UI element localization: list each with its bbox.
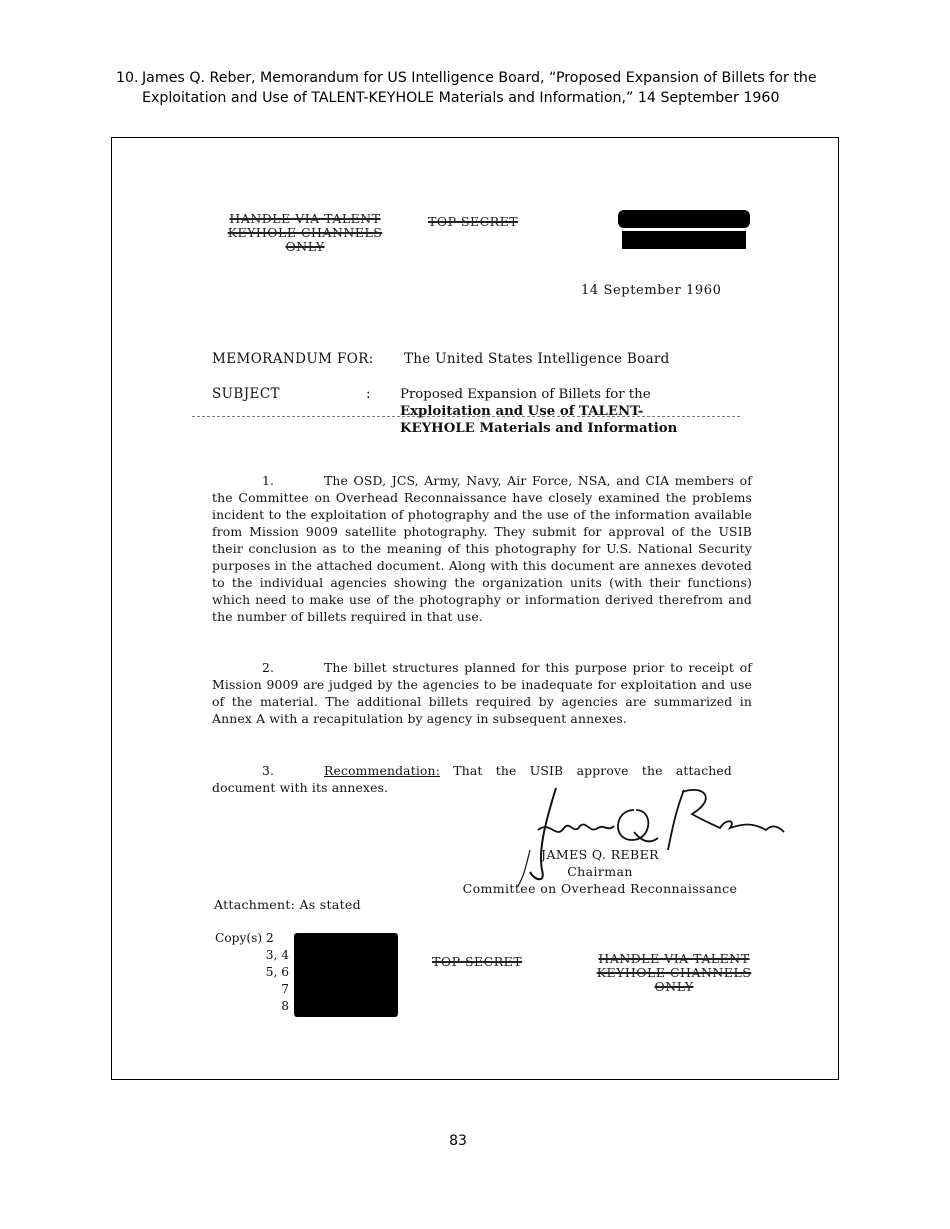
signer-name: JAMES Q. REBER	[541, 847, 659, 862]
signer-title: Chairman	[567, 864, 633, 879]
redaction-block	[294, 933, 398, 1017]
copy-number: 8	[281, 999, 289, 1013]
document-caption	[116, 68, 836, 108]
header-handling-line: KEYHOLE CHANNELS	[227, 225, 383, 240]
copies-list	[215, 930, 289, 1015]
signature-block	[440, 846, 760, 897]
page-number: 83	[449, 1133, 467, 1149]
footer-handling-line: HANDLE VIA TALENT	[598, 951, 750, 966]
redaction-block	[618, 210, 750, 228]
copy-number: 5, 6	[265, 965, 289, 979]
paragraph-2	[212, 659, 752, 727]
footer-handling-line: ONLY	[654, 979, 694, 994]
paragraph-number: 3.	[262, 763, 275, 778]
header-handling-caveat	[210, 212, 400, 254]
attachment-note: Attachment: As stated	[214, 897, 361, 912]
header-handling-line: ONLY	[285, 239, 325, 254]
memo-for-label: MEMORANDUM FOR:	[212, 351, 374, 367]
scan-noise-line	[192, 416, 740, 423]
caption-text: James Q. Reber, Memorandum for US Intelligence Board, “Proposed Expansion of Billets for the Exploitation and Use of TALENT-KEYHOLE Materials and Information,” 14 September 1960	[142, 70, 817, 106]
paragraph-number: 2.	[262, 660, 275, 675]
subject-line: KEYHOLE Materials and Information	[400, 421, 678, 436]
footer-handling-line: KEYHOLE CHANNELS	[596, 965, 752, 980]
footer-handling-caveat	[584, 952, 764, 994]
copy-number: Copy(s) 2	[215, 931, 274, 945]
recommendation-label: Recommendation:	[324, 763, 440, 778]
signer-committee: Committee on Overhead Reconnaissance	[462, 881, 738, 896]
copy-number: 7	[281, 982, 289, 996]
subject-line: Exploitation and Use of TALENT-	[400, 404, 644, 419]
caption-number: 10.	[116, 70, 139, 86]
header-classification: TOP SECRET	[428, 214, 519, 229]
paragraph-number: 1.	[262, 473, 275, 488]
paragraph-1	[212, 472, 752, 625]
copy-number: 3, 4	[265, 948, 289, 962]
redaction-block	[622, 231, 746, 249]
paragraph-text: The OSD, JCS, Army, Navy, Air Force, NSA, and CIA members of the Committee on Overhead Reconnaissance have closely examined the problems incident to the exploitation of photography and the use of the information available from Mission 9009 satellite photography. They submit for approval of the USIB their conclusion as to the meaning of this photography for U.S. National Security purposes in the attached document. Along with this document are annexes devoted to the individual agencies showing the organization units (with their functions) which need to make use of the photography or information derived therefrom and the number of billets required in that use.	[212, 473, 752, 624]
header-handling-line: HANDLE VIA TALENT	[229, 211, 381, 226]
subject-line: Proposed Expansion of Billets for the	[400, 387, 651, 402]
footer-classification: TOP SECRET	[432, 954, 523, 969]
subject-colon: :	[366, 386, 371, 402]
subject-label: SUBJECT	[212, 386, 280, 402]
paragraph-text: The billet structures planned for this purpose prior to receipt of Mission 9009 are judged by the agencies to be inadequate for exploitation and use of the material. The additional billets required by agencies are summarized in Annex A with a recapitulation by agency in subsequent annexes.	[212, 660, 752, 726]
paragraph-text: That the USIB approve the attached document with its annexes.	[212, 763, 732, 795]
memo-for-value: The United States Intelligence Board	[404, 351, 670, 367]
memo-date: 14 September 1960	[581, 283, 722, 298]
subject-value	[400, 386, 700, 437]
